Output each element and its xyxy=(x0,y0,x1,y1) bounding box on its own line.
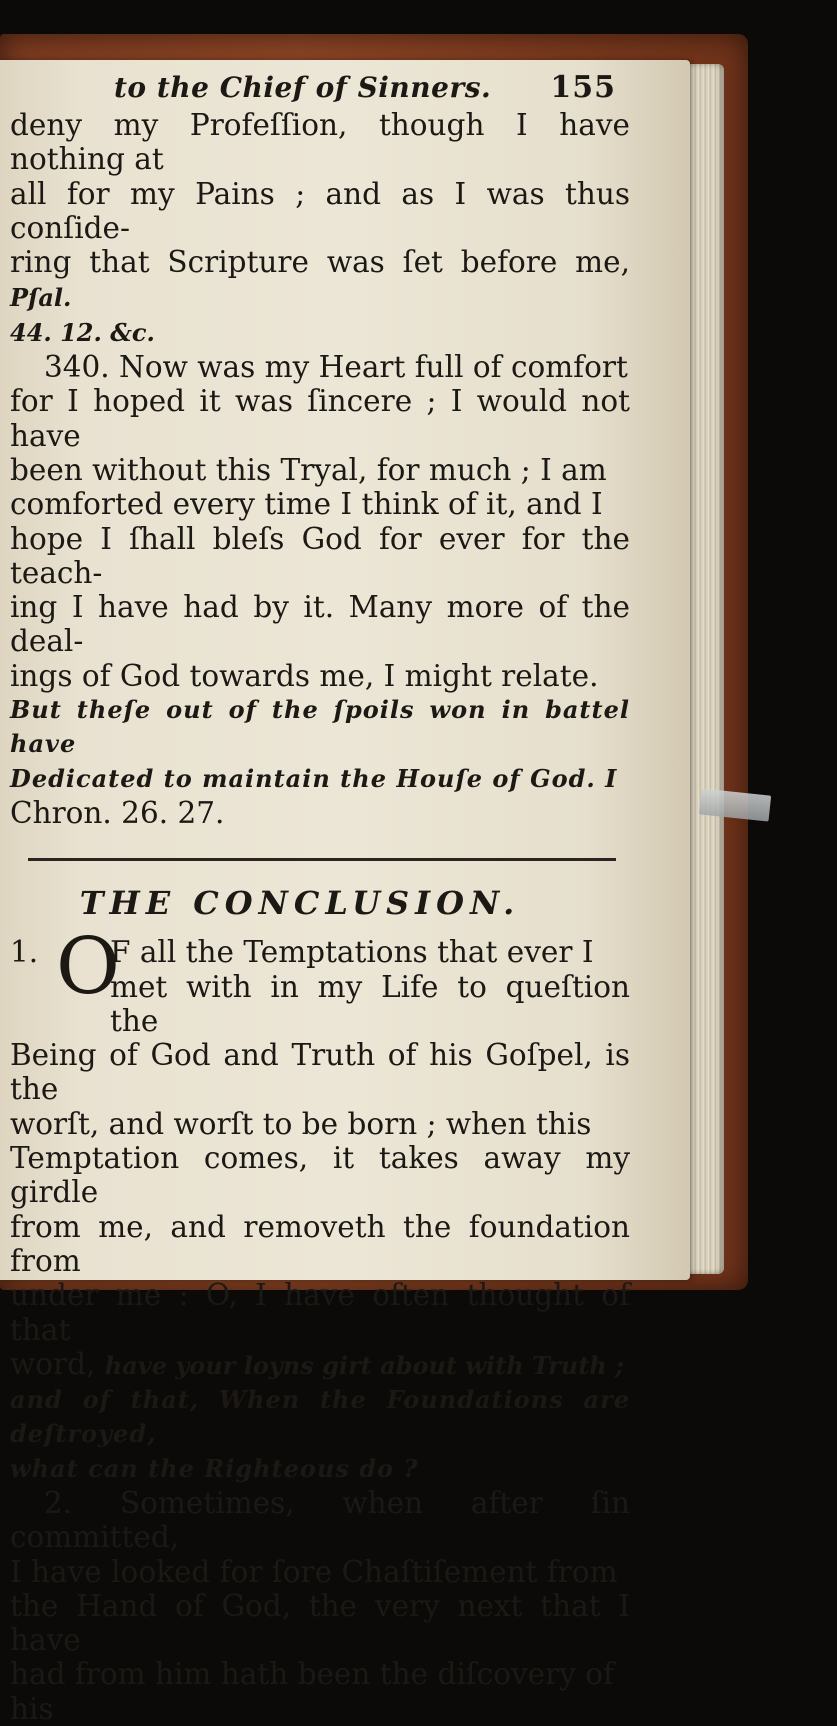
section-title: THE CONCLUSION. xyxy=(79,884,521,923)
paragraph-number: 1. xyxy=(10,935,39,970)
paragraph-continued xyxy=(10,108,630,350)
text-line: the Hand of God, the very next that I have xyxy=(10,1588,630,1658)
running-head: to the Chief of Sinners. xyxy=(114,71,492,104)
scripture-ref: Pſal. xyxy=(10,283,72,313)
paragraph-1 xyxy=(10,922,630,1486)
text-line: Being of God and Truth of his Goſpel, is the xyxy=(10,1038,630,1107)
italic-line: and of that, When the Foundations are deſtroyed, xyxy=(10,1385,630,1449)
text-line: been without this Tryal, for much ; I am xyxy=(10,452,607,487)
text-line: met with in my Life to queſtion the xyxy=(110,969,630,1038)
text-line: 44. 12. &c. xyxy=(10,317,155,347)
text-line: comforted every time I think of it, and I xyxy=(10,487,603,522)
text-line: 2. Sometimes, when after ſin committed, xyxy=(10,1485,630,1555)
text-line: F all the Temptations that ever I xyxy=(110,935,594,970)
text-line: from me, and removeth the foundation from xyxy=(10,1209,630,1278)
italic-line: Dedicated to maintain the Houſe of God. I xyxy=(10,763,618,793)
text-line: Chron. 26. 27. xyxy=(10,795,225,830)
text-line xyxy=(10,245,630,316)
text-line: ings of God towards me, I might relate. xyxy=(10,658,599,693)
section-divider xyxy=(28,858,616,861)
italic-line: what can the Righteous do ? xyxy=(10,1453,419,1483)
paragraph-2 xyxy=(10,1486,630,1726)
text-line xyxy=(10,1347,630,1383)
text-line: hope I ſhall bleſs God for ever for the teach- xyxy=(10,521,630,590)
text-line-body: ring that Scripture was ſet before me, xyxy=(10,245,630,280)
paragraph-340 xyxy=(10,350,630,830)
catchword: his xyxy=(10,1691,54,1726)
text-line: 340. Now was my Heart full of comfort xyxy=(44,350,628,385)
text-line: worſt, and worſt to be born ; when this xyxy=(10,1106,592,1141)
italic-quote: have your loyns girt about with Truth ; xyxy=(104,1350,624,1380)
drop-cap: O xyxy=(56,922,120,1013)
text-line-body: word, xyxy=(10,1346,96,1381)
text-line: all for my Pains ; and as I was thus conſide- xyxy=(10,176,630,245)
text-line: I have looked for ſore Chaſtiſement from xyxy=(10,1554,618,1589)
text-line: ing I have had by it. Many more of the deal- xyxy=(10,590,630,659)
page-header xyxy=(10,70,630,106)
text-line: had from him hath been the diſcovery of xyxy=(10,1657,614,1692)
text-line: deny my Profeſſion, though I have nothing at xyxy=(10,108,630,177)
text-line: for I hoped it was ſincere ; I would not have xyxy=(10,384,630,453)
italic-line: But theſe out of the ſpoils won in battel have xyxy=(10,695,630,759)
page-number: 155 xyxy=(550,70,616,105)
text-line: under me : O, I have often thought of that xyxy=(10,1278,630,1347)
page-text xyxy=(10,70,630,1726)
text-line: Temptation comes, it takes away my girdle xyxy=(10,1141,630,1210)
